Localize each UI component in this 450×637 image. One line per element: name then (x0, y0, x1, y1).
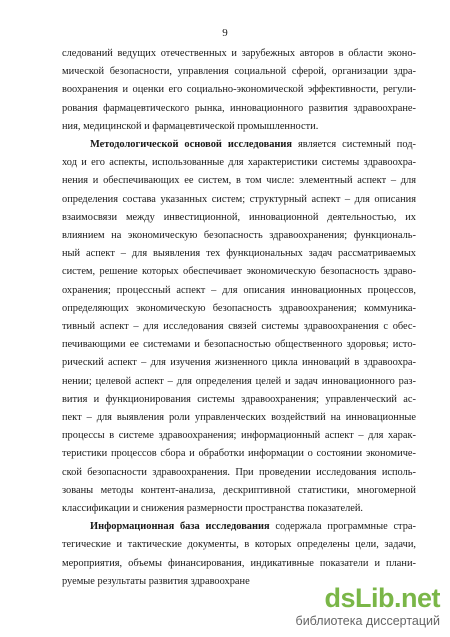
text-line (62, 173, 416, 188)
text-line (62, 537, 416, 552)
text-line (62, 283, 416, 298)
text-line (62, 155, 416, 170)
line-text: является системный под- (292, 139, 416, 150)
text-line (62, 483, 416, 498)
bold-phrase: Методологической основой исследования (90, 139, 292, 150)
line-text: определяющих экономическую безопасность здравоохранения; коммуника- (62, 302, 416, 314)
text-line (62, 319, 416, 334)
text-line (62, 264, 416, 279)
text-line (62, 101, 416, 116)
text-line (90, 137, 416, 152)
text-line (62, 82, 416, 97)
text-line (62, 465, 416, 480)
line-text: тивный аспект – для исследования связей системы здравоохранения с обес- (62, 321, 416, 332)
line-text: определения состава указанных систем; структурный аспект – для описания (62, 193, 416, 205)
line-text: классификации и снижения размерности пространства показателей. (62, 503, 364, 514)
line-text: охранения; процессный аспект – для описания инновационных процессов, (62, 284, 416, 296)
text-line (62, 337, 416, 352)
text-line (62, 246, 416, 261)
line-text: тегические и тактические документы, в которых определены цели, задачи, (62, 539, 416, 551)
line-text: печивающими ее системами и безопасностью общественного здоровья; исто- (62, 339, 416, 351)
line-text: теристики процессов сбора и обработки информации о состоянии экономиче- (62, 448, 416, 460)
line-text: зованы методы контент-анализа, дескриптивной статистики, многомерной (62, 484, 416, 496)
line-text: нения и обеспечивающих ее систем, в том числе: элементный аспект – для (62, 175, 416, 187)
line-text: вития и функционирования системы здравоохранения; управленческий ас- (62, 393, 416, 405)
text-line (62, 301, 416, 316)
line-text: содержала программные стра- (269, 521, 416, 533)
text-line (62, 119, 416, 134)
line-text: ния, медицинской и фармацевтической промышленности. (62, 120, 319, 132)
line-text: руемые результаты развития здравоохране (62, 575, 250, 587)
line-text: процессы в системе здравоохранения; информационный аспект – для харак- (62, 430, 416, 442)
page-number: 9 (222, 27, 228, 39)
watermark-logo: dsLib.net (324, 583, 440, 613)
line-text: ход и его аспекты, использованные для характеристики системы здравоохра- (62, 157, 416, 169)
line-text: ный аспект – для выявления тех функциональных задач рассматриваемых (62, 248, 416, 260)
text-line (62, 410, 416, 425)
line-text: ской безопасности здравоохранения. При проведении исследования исполь- (62, 466, 416, 478)
line-text: влиянием на экономическую безопасность здравоохранения; функциональ- (62, 230, 416, 241)
line-text: рования фармацевтического рынка, инновационного развития здравоохране- (62, 102, 416, 114)
text-line (62, 64, 416, 79)
watermark-subtitle: библиотека диссертаций (295, 614, 440, 628)
text-line (62, 228, 416, 243)
text-line (62, 446, 416, 461)
line-text: взаимосвязи между инвестиционной, инновационной деятельностью, их (62, 211, 416, 223)
text-line (62, 374, 416, 389)
line-text: рический аспект – для изучения жизненного цикла инноваций в здравоохра- (62, 357, 416, 369)
line-text: систем, решение которых обеспечивает экономическую безопасность здраво- (62, 266, 416, 278)
text-line (62, 192, 416, 207)
text-line (62, 556, 416, 571)
bold-phrase: Информационная база исследования (90, 521, 270, 533)
text-line (90, 519, 416, 534)
text-line (62, 355, 416, 370)
line-text: нении; целевой аспект – для определения целей и задач инновационного раз- (62, 375, 416, 387)
line-text: пект – для выявления роли управленческих воздействий на инновационные (62, 412, 416, 423)
line-text: следований ведущих отечественных и зарубежных авторов в области эконо- (62, 48, 416, 59)
text-line (62, 392, 416, 407)
text-line (62, 210, 416, 225)
line-text: мической безопасности, управления социальной сферой, организации здра- (62, 66, 416, 78)
text-line (62, 46, 416, 61)
line-text: воохранения и оценки его социально-экономической эффективности, регули- (62, 84, 416, 96)
watermark (274, 583, 444, 631)
line-text: мероприятия, объемы финансирования, индикативные показатели и плани- (62, 557, 416, 569)
text-line (62, 501, 416, 516)
text-line (62, 428, 416, 443)
